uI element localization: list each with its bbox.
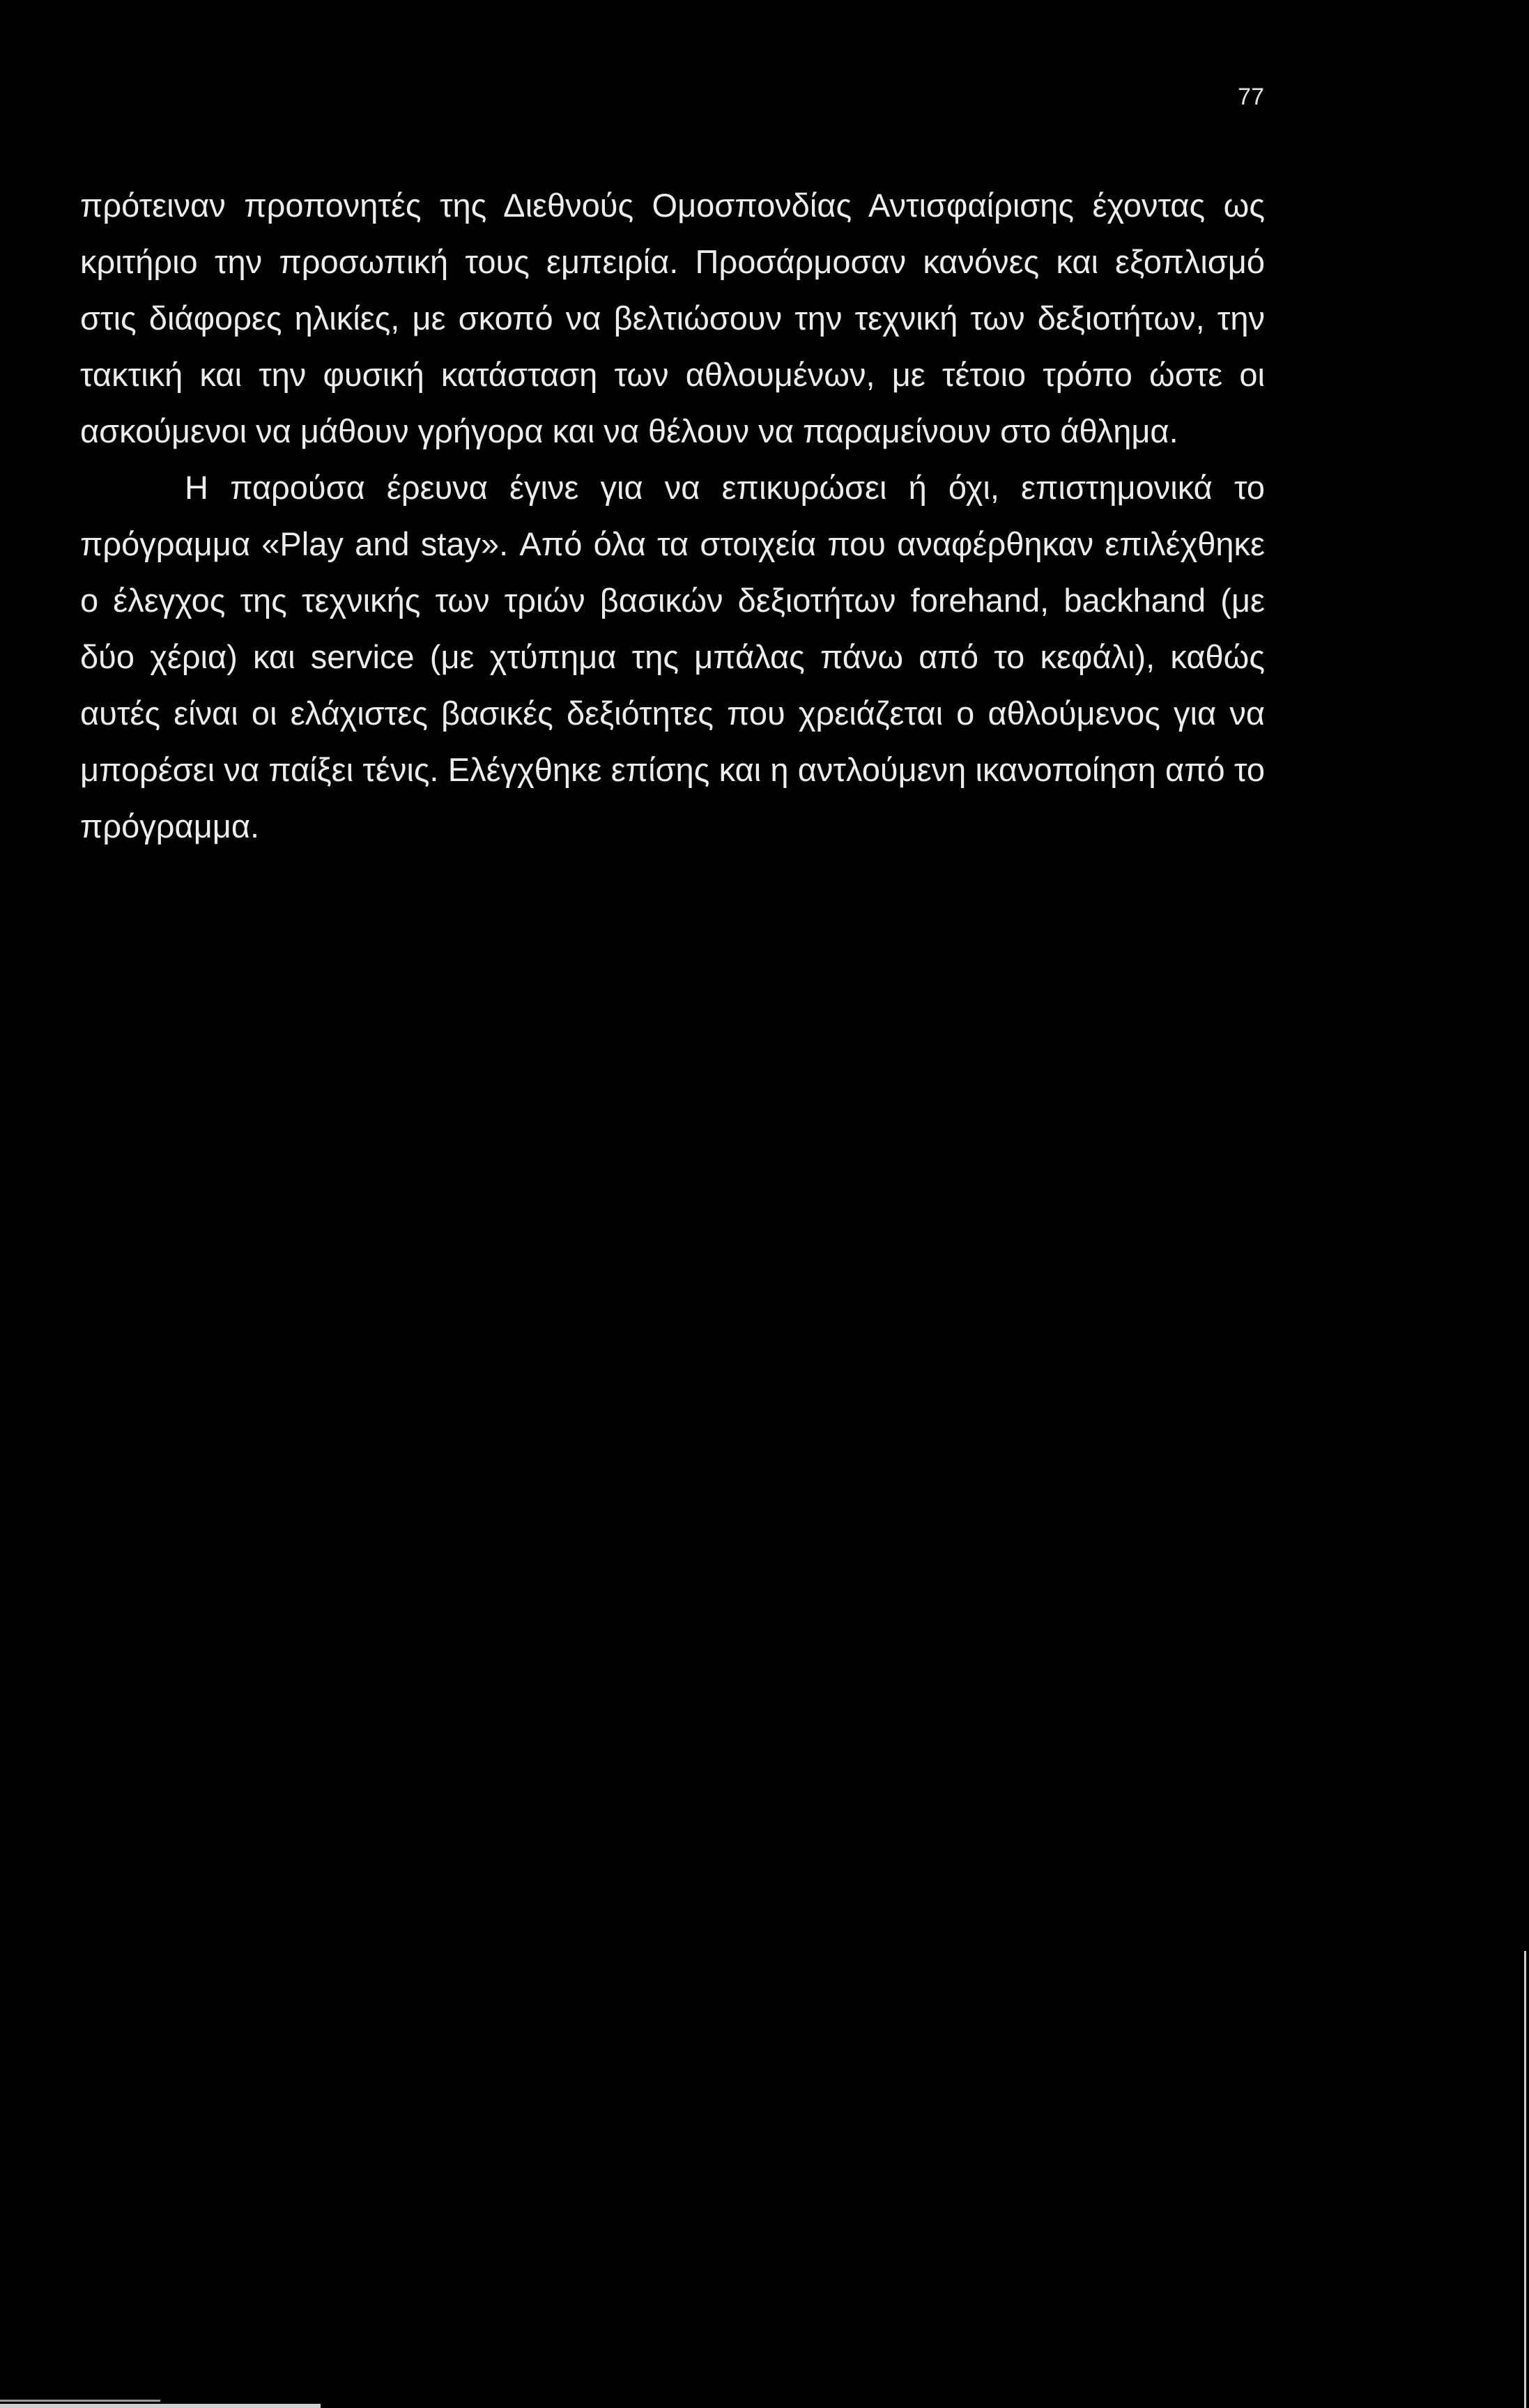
bottom-rule-inner-divider: [0, 2400, 160, 2402]
page-number: 77: [1238, 84, 1264, 110]
bottom-rule-divider: [0, 2404, 321, 2408]
paragraph-research: Η παρούσα έρευνα έγινε για να επικυρώσει ή όχι, επιστημονικά το πρόγραμμα «Play and stay». Από όλα τα στοιχεία που αναφέρθηκαν επιλέχθηκε ο έλεγχος της τεχνικής των τριών βασικών δεξιοτήτων forehand, backhand (με δύο χέρια) και service (με χτύπημα της μπάλας πάνω από το κεφάλι), καθώς αυτές είναι οι ελάχιστες βασικές δεξιότητες που χρειάζεται ο αθλούμενος για να μπορέσει να παίξει τένις. Ελέγχθηκε επίσης και η αντλούμενη ικανοποίηση από το πρόγραμμα.: [80, 469, 1265, 844]
body-text: [80, 177, 1265, 854]
paragraph-continuation: πρότειναν προπονητές της Διεθνούς Ομοσπονδίας Αντισφαίρισης έχοντας ως κριτήριο την προσωπική τους εμπειρία. Προσάρμοσαν κανόνες και εξοπλισμό στις διάφορες ηλικίες, με σκοπό να βελτιώσουν την τεχνική των δεξιοτήτων, την τακτική και την φυσική κατάσταση των αθλουμένων, με τέτοιο τρόπο ώστε οι ασκούμενοι να μάθουν γρήγορα και να θέλουν να παραμείνουν στο άθλημα.: [80, 187, 1265, 449]
right-edge-line: [1524, 1951, 1526, 2408]
